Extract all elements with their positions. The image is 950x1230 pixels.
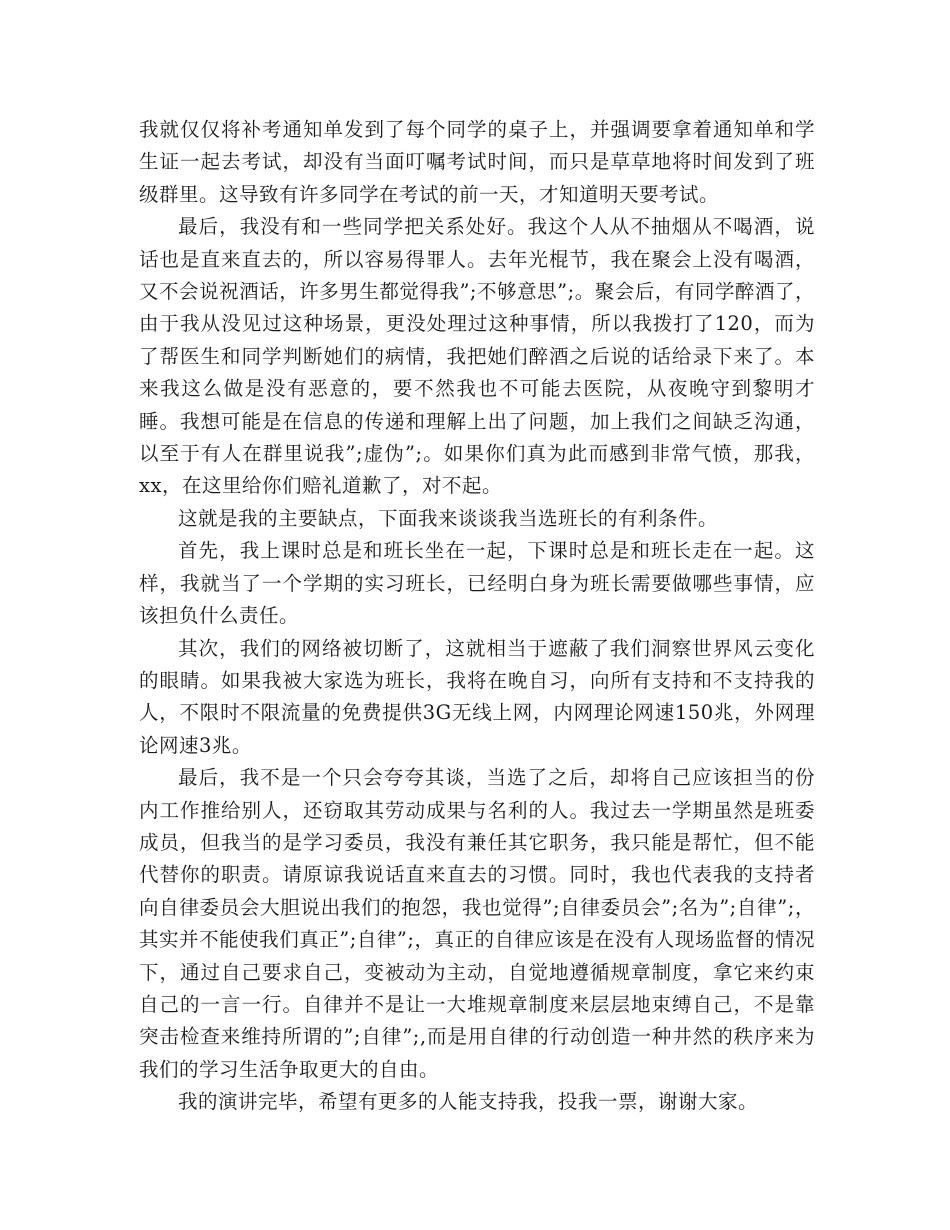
paragraph-6: 最后，我不是一个只会夸夸其谈，当选了之后，却将自己应该担当的份内工作推给别人，还窃取其劳动成果与名利的人。我过去一学期虽然是班委成员，但我当的是学习委员，我没有兼任其它职务，我只能是帮忙，但不能代替你的职责。请原谅我说话直来直去的习惯。同时，我也代表我的支持者向自律委员会大胆说出我们的抱怨，我也觉得”;自律委员会”;名为”;自律”;，其实并不能使我们真正”;自律”;，真正的自律应该是在没有人现场监督的情况下，通过自己要求自己，变被动为主动，自觉地遵循规章制度，拿它来约束自己的一言一行。自律并不是让一大堆规章制度来层层地束缚自己，不是靠突击检查来维持所谓的”;自律”;,而是用自律的行动创造一种井然的秩序来为我们的学习生活争取更大的自由。 xyxy=(139,766,815,1081)
paragraph-1: 我就仅仅将补考通知单发到了每个同学的桌子上，并强调要拿着通知单和学生证一起去考试，却没有当面叮嘱考试时间，而只是草草地将时间发到了班级群里。这导致有许多同学在考试的前一天，才知道明天要考试。 xyxy=(139,118,815,206)
paragraph-5: 其次，我们的网络被切断了，这就相当于遮蔽了我们洞察世界风云变化的眼睛。如果我被大家选为班长，我将在晚自习，向所有支持和不支持我的人，不限时不限流量的免费提供3G无线上网，内网理论网速150兆，外网理论网速3兆。 xyxy=(139,636,815,757)
paragraph-3: 这就是我的主要缺点，下面我来谈谈我当选班长的有利条件。 xyxy=(178,506,719,530)
paragraph-4: 首先，我上课时总是和班长坐在一起，下课时总是和班长走在一起。这样，我就当了一个学期的实习班长，已经明白身为班长需要做哪些事情，应该担负什么责任。 xyxy=(139,539,815,628)
paragraph-2: 最后，我没有和一些同学把关系处好。我这个人从不抽烟从不喝酒，说话也是直来直去的，所以容易得罪人。去年光棍节，我在聚会上没有喝酒，又不会说祝酒话，许多男生都觉得我”;不够意思”;。聚会后，有同学醉酒了，由于我从没见过这种场景，更没处理过这种事情，所以我拨打了120，而为了帮医生和同学判断她们的病情，我把她们醉酒之后说的话给录下来了。本来我这么做是没有恶意的，要不然我也不可能去医院，从夜晚守到黎明才睡。我想可能是在信息的传递和理解上出了问题，加上我们之间缺乏沟通，以至于有人在群里说我”;虚伪”;。如果你们真为此而感到非常气愤，那我，xx，在这里给你们赔礼道歉了，对不起。 xyxy=(139,215,815,498)
paragraph-7: 我的演讲完毕，希望有更多的人能支持我，投我一票，谢谢大家。 xyxy=(178,1090,759,1114)
document-body xyxy=(139,114,815,1119)
